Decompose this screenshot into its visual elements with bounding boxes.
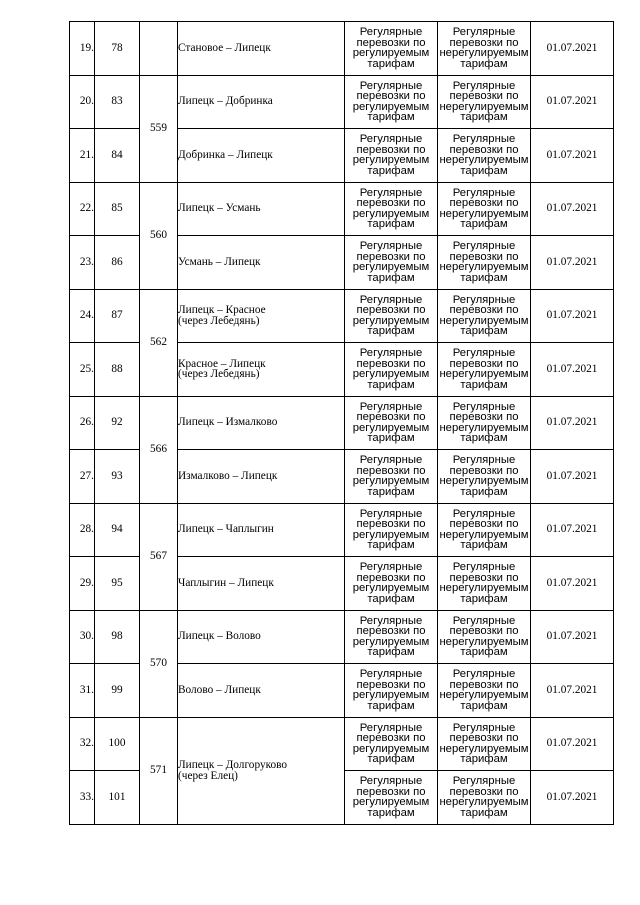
tariff-kind-line: нерегулируемым — [439, 635, 529, 648]
tariff-kind-line: перевозки по — [449, 411, 519, 424]
route-name-line: (через Елец) — [178, 769, 238, 782]
start-date-cell: 01.07.2021 — [531, 557, 614, 611]
tariff-kind-line: тарифам — [460, 699, 508, 712]
route-name-cell — [178, 610, 345, 664]
row-number-cell: 28. — [70, 503, 95, 557]
tariff-kind-cell — [438, 610, 531, 664]
transport-kind-line: регулируемым — [352, 100, 430, 113]
row-number-cell: 30. — [70, 610, 95, 664]
tariff-kind-cell — [438, 236, 531, 290]
transport-kind-line: тарифам — [367, 111, 415, 124]
transport-kind-cell — [345, 129, 438, 183]
tariff-kind-line: Регулярные — [452, 293, 516, 306]
start-date-cell: 01.07.2021 — [531, 503, 614, 557]
transport-kind-line: перевозки по — [356, 732, 426, 745]
row-number-cell: 25. — [70, 343, 95, 397]
transport-kind-line: регулируемым — [352, 261, 430, 274]
registry-number-cell: 78 — [95, 22, 140, 76]
transport-kind-line: Регулярные — [359, 614, 423, 627]
tariff-kind-cell — [438, 182, 531, 236]
tariff-kind-line: перевозки по — [449, 143, 519, 156]
tariff-kind-line: Регулярные — [452, 721, 516, 734]
transport-kind-cell — [345, 22, 438, 76]
tariff-kind-line: нерегулируемым — [439, 154, 529, 167]
tariff-kind-line: перевозки по — [449, 518, 519, 531]
tariff-kind-line: перевозки по — [449, 464, 519, 477]
transport-kind-line: перевозки по — [356, 36, 426, 49]
tariff-kind-line: тарифам — [460, 164, 508, 177]
row-number-cell: 31. — [70, 664, 95, 718]
route-name-line: Чаплыгин – Липецк — [178, 576, 274, 589]
transport-kind-line: тарифам — [367, 806, 415, 819]
tariff-kind-line: нерегулируемым — [439, 582, 529, 595]
tariff-kind-line: тарифам — [460, 57, 508, 70]
tariff-kind-line: нерегулируемым — [439, 742, 529, 755]
tariff-kind-line: Регулярные — [452, 561, 516, 574]
tariff-kind-line: перевозки по — [449, 197, 519, 210]
tariff-kind-cell — [438, 771, 531, 825]
transport-kind-line: регулируемым — [352, 154, 430, 167]
route-name-cell — [178, 557, 345, 611]
registry-number-cell: 88 — [95, 343, 140, 397]
transport-kind-line: тарифам — [367, 592, 415, 605]
transport-kind-line: Регулярные — [359, 561, 423, 574]
start-date-cell: 01.07.2021 — [531, 664, 614, 718]
start-date-cell: 01.07.2021 — [531, 343, 614, 397]
tariff-kind-line: перевозки по — [449, 732, 519, 745]
route-number-cell: 570 — [140, 610, 178, 717]
table-row — [70, 503, 614, 557]
transport-kind-line: тарифам — [367, 432, 415, 445]
tariff-kind-line: Регулярные — [452, 507, 516, 520]
transport-kind-cell — [345, 610, 438, 664]
tariff-kind-line: Регулярные — [452, 26, 516, 39]
route-name-line: Липецк – Долгоруково — [178, 758, 288, 771]
tariff-kind-line: Регулярные — [452, 454, 516, 467]
tariff-kind-line: перевозки по — [449, 571, 519, 584]
route-name-line: (через Лебедянь) — [178, 368, 260, 381]
registry-number-cell: 83 — [95, 75, 140, 129]
tariff-kind-cell — [438, 129, 531, 183]
transport-kind-line: перевозки по — [356, 785, 426, 798]
tariff-kind-line: Регулярные — [452, 614, 516, 627]
tariff-kind-line: Регулярные — [452, 775, 516, 788]
tariff-kind-line: нерегулируемым — [439, 368, 529, 381]
row-number-cell: 19. — [70, 22, 95, 76]
tariff-kind-line: тарифам — [460, 325, 508, 338]
tariff-kind-cell — [438, 503, 531, 557]
registry-number-cell: 95 — [95, 557, 140, 611]
transport-kind-line: Регулярные — [359, 347, 423, 360]
transport-kind-line: Регулярные — [359, 26, 423, 39]
registry-number-cell: 94 — [95, 503, 140, 557]
transport-kind-line: Регулярные — [359, 454, 423, 467]
transport-kind-line: регулируемым — [352, 635, 430, 648]
start-date-cell: 01.07.2021 — [531, 396, 614, 450]
tariff-kind-cell — [438, 717, 531, 771]
tariff-kind-line: перевозки по — [449, 625, 519, 638]
route-name-cell — [178, 22, 345, 76]
tariff-kind-line: Регулярные — [452, 133, 516, 146]
tariff-kind-line: нерегулируемым — [439, 796, 529, 809]
transport-kind-line: перевозки по — [356, 678, 426, 691]
transport-kind-line: тарифам — [367, 57, 415, 70]
transport-kind-line: перевозки по — [356, 571, 426, 584]
transport-kind-line: Регулярные — [359, 507, 423, 520]
registry-number-cell: 100 — [95, 717, 140, 771]
transport-kind-line: регулируемым — [352, 796, 430, 809]
tariff-kind-line: тарифам — [460, 432, 508, 445]
start-date-cell: 01.07.2021 — [531, 75, 614, 129]
route-number-cell: 560 — [140, 182, 178, 289]
tariff-kind-line: Регулярные — [452, 400, 516, 413]
route-name-line: Липецк – Волово — [178, 630, 261, 643]
tariff-kind-line: перевозки по — [449, 678, 519, 691]
transport-kind-line: перевозки по — [356, 143, 426, 156]
transport-kind-cell — [345, 503, 438, 557]
registry-number-cell: 101 — [95, 771, 140, 825]
tariff-kind-line: тарифам — [460, 753, 508, 766]
transport-kind-line: перевозки по — [356, 197, 426, 210]
transport-kind-line: регулируемым — [352, 475, 430, 488]
transport-kind-line: перевозки по — [356, 518, 426, 531]
route-name-cell — [178, 75, 345, 129]
route-name-cell — [178, 289, 345, 343]
registry-number-cell: 85 — [95, 182, 140, 236]
start-date-cell: 01.07.2021 — [531, 236, 614, 290]
route-name-cell — [178, 503, 345, 557]
tariff-kind-cell — [438, 343, 531, 397]
table-row — [70, 717, 614, 771]
tariff-kind-line: нерегулируемым — [439, 100, 529, 113]
row-number-cell: 33. — [70, 771, 95, 825]
transport-kind-cell — [345, 664, 438, 718]
route-name-line: Липецк – Чаплыгин — [178, 523, 274, 536]
transport-kind-line: регулируемым — [352, 528, 430, 541]
transport-kind-line: Регулярные — [359, 400, 423, 413]
transport-kind-cell — [345, 771, 438, 825]
tariff-kind-line: нерегулируемым — [439, 475, 529, 488]
table-row — [70, 182, 614, 236]
transport-kind-line: перевозки по — [356, 357, 426, 370]
start-date-cell: 01.07.2021 — [531, 450, 614, 504]
transport-kind-line: регулируемым — [352, 742, 430, 755]
transport-kind-line: регулируемым — [352, 368, 430, 381]
transport-kind-line: Регулярные — [359, 668, 423, 681]
row-number-cell: 20. — [70, 75, 95, 129]
route-name-cell — [178, 450, 345, 504]
tariff-kind-cell — [438, 75, 531, 129]
row-number-cell: 24. — [70, 289, 95, 343]
tariff-kind-line: тарифам — [460, 646, 508, 659]
transport-kind-cell — [345, 450, 438, 504]
table-row — [70, 610, 614, 664]
transport-kind-line: регулируемым — [352, 314, 430, 327]
start-date-cell: 01.07.2021 — [531, 22, 614, 76]
tariff-kind-line: тарифам — [460, 539, 508, 552]
transport-kind-line: перевозки по — [356, 90, 426, 103]
route-name-line: Красное – Липецк — [178, 357, 266, 370]
tariff-kind-line: тарифам — [460, 378, 508, 391]
transport-kind-cell — [345, 396, 438, 450]
transport-kind-line: тарифам — [367, 218, 415, 231]
route-number-cell: 562 — [140, 289, 178, 396]
registry-number-cell: 87 — [95, 289, 140, 343]
start-date-cell: 01.07.2021 — [531, 129, 614, 183]
transport-kind-line: перевозки по — [356, 411, 426, 424]
transport-kind-cell — [345, 75, 438, 129]
transport-kind-line: Регулярные — [359, 186, 423, 199]
transport-kind-cell — [345, 717, 438, 771]
tariff-kind-cell — [438, 289, 531, 343]
route-name-line: Липецк – Добринка — [178, 95, 273, 108]
transport-kind-line: регулируемым — [352, 689, 430, 702]
transport-kind-line: тарифам — [367, 325, 415, 338]
tariff-kind-line: нерегулируемым — [439, 528, 529, 541]
start-date-cell: 01.07.2021 — [531, 717, 614, 771]
row-number-cell: 29. — [70, 557, 95, 611]
route-name-cell — [178, 717, 345, 824]
registry-number-cell: 86 — [95, 236, 140, 290]
routes-table — [69, 21, 614, 825]
transport-kind-line: регулируемым — [352, 421, 430, 434]
tariff-kind-cell — [438, 396, 531, 450]
tariff-kind-line: нерегулируемым — [439, 689, 529, 702]
route-name-cell — [178, 129, 345, 183]
tariff-kind-cell — [438, 450, 531, 504]
route-name-line: Волово – Липецк — [178, 683, 261, 696]
transport-kind-line: тарифам — [367, 646, 415, 659]
row-number-cell: 32. — [70, 717, 95, 771]
row-number-cell: 23. — [70, 236, 95, 290]
registry-number-cell: 92 — [95, 396, 140, 450]
route-name-cell — [178, 664, 345, 718]
transport-kind-line: перевозки по — [356, 250, 426, 263]
start-date-cell: 01.07.2021 — [531, 610, 614, 664]
transport-kind-cell — [345, 236, 438, 290]
tariff-kind-cell — [438, 22, 531, 76]
registry-number-cell: 93 — [95, 450, 140, 504]
row-number-cell: 22. — [70, 182, 95, 236]
registry-number-cell: 84 — [95, 129, 140, 183]
transport-kind-line: регулируемым — [352, 47, 430, 60]
registry-number-cell: 98 — [95, 610, 140, 664]
route-name-line: Усмань – Липецк — [178, 255, 261, 268]
transport-kind-line: Регулярные — [359, 775, 423, 788]
tariff-kind-line: тарифам — [460, 218, 508, 231]
start-date-cell: 01.07.2021 — [531, 771, 614, 825]
route-name-line: Липецк – Усмань — [178, 202, 261, 215]
route-name-line: Становое – Липецк — [178, 41, 271, 54]
route-number-cell — [140, 22, 178, 76]
tariff-kind-line: нерегулируемым — [439, 207, 529, 220]
transport-kind-line: тарифам — [367, 699, 415, 712]
tariff-kind-line: нерегулируемым — [439, 421, 529, 434]
tariff-kind-line: Регулярные — [452, 668, 516, 681]
route-name-cell — [178, 182, 345, 236]
tariff-kind-cell — [438, 664, 531, 718]
tariff-kind-line: тарифам — [460, 485, 508, 498]
route-name-line: Липецк – Красное — [178, 304, 266, 317]
table-row — [70, 75, 614, 129]
table-row — [70, 22, 614, 76]
tariff-kind-line: перевозки по — [449, 90, 519, 103]
transport-kind-line: Регулярные — [359, 79, 423, 92]
transport-kind-line: перевозки по — [356, 625, 426, 638]
transport-kind-line: тарифам — [367, 539, 415, 552]
route-name-line: Добринка – Липецк — [178, 148, 273, 161]
tariff-kind-line: перевозки по — [449, 357, 519, 370]
tariff-kind-line: нерегулируемым — [439, 47, 529, 60]
tariff-kind-line: перевозки по — [449, 785, 519, 798]
route-name-line: (через Лебедянь) — [178, 314, 260, 327]
start-date-cell: 01.07.2021 — [531, 289, 614, 343]
route-name-line: Липецк – Измалково — [178, 416, 278, 429]
transport-kind-cell — [345, 289, 438, 343]
route-number-cell: 559 — [140, 75, 178, 182]
tariff-kind-line: тарифам — [460, 806, 508, 819]
table-row — [70, 289, 614, 343]
transport-kind-line: тарифам — [367, 271, 415, 284]
transport-kind-line: тарифам — [367, 753, 415, 766]
transport-kind-line: перевозки по — [356, 464, 426, 477]
transport-kind-line: регулируемым — [352, 207, 430, 220]
transport-kind-line: тарифам — [367, 164, 415, 177]
registry-number-cell: 99 — [95, 664, 140, 718]
route-name-cell — [178, 396, 345, 450]
transport-kind-cell — [345, 343, 438, 397]
transport-kind-cell — [345, 182, 438, 236]
transport-kind-line: тарифам — [367, 485, 415, 498]
tariff-kind-line: тарифам — [460, 592, 508, 605]
transport-kind-line: Регулярные — [359, 293, 423, 306]
tariff-kind-line: Регулярные — [452, 347, 516, 360]
tariff-kind-line: Регулярные — [452, 186, 516, 199]
route-number-cell: 566 — [140, 396, 178, 503]
transport-kind-line: перевозки по — [356, 304, 426, 317]
tariff-kind-cell — [438, 557, 531, 611]
transport-kind-line: Регулярные — [359, 240, 423, 253]
tariff-kind-line: перевозки по — [449, 250, 519, 263]
tariff-kind-line: Регулярные — [452, 79, 516, 92]
transport-kind-cell — [345, 557, 438, 611]
route-name-line: Измалково – Липецк — [178, 469, 278, 482]
tariff-kind-line: нерегулируемым — [439, 314, 529, 327]
routes-table-body — [70, 22, 614, 825]
row-number-cell: 27. — [70, 450, 95, 504]
route-number-cell: 567 — [140, 503, 178, 610]
tariff-kind-line: перевозки по — [449, 304, 519, 317]
transport-kind-line: тарифам — [367, 378, 415, 391]
transport-kind-line: Регулярные — [359, 133, 423, 146]
row-number-cell: 26. — [70, 396, 95, 450]
tariff-kind-line: тарифам — [460, 111, 508, 124]
transport-kind-line: регулируемым — [352, 582, 430, 595]
row-number-cell: 21. — [70, 129, 95, 183]
start-date-cell: 01.07.2021 — [531, 182, 614, 236]
table-row — [70, 396, 614, 450]
tariff-kind-line: тарифам — [460, 271, 508, 284]
tariff-kind-line: нерегулируемым — [439, 261, 529, 274]
tariff-kind-line: перевозки по — [449, 36, 519, 49]
tariff-kind-line: Регулярные — [452, 240, 516, 253]
route-name-cell — [178, 236, 345, 290]
transport-kind-line: Регулярные — [359, 721, 423, 734]
route-number-cell: 571 — [140, 717, 178, 824]
route-name-cell — [178, 343, 345, 397]
